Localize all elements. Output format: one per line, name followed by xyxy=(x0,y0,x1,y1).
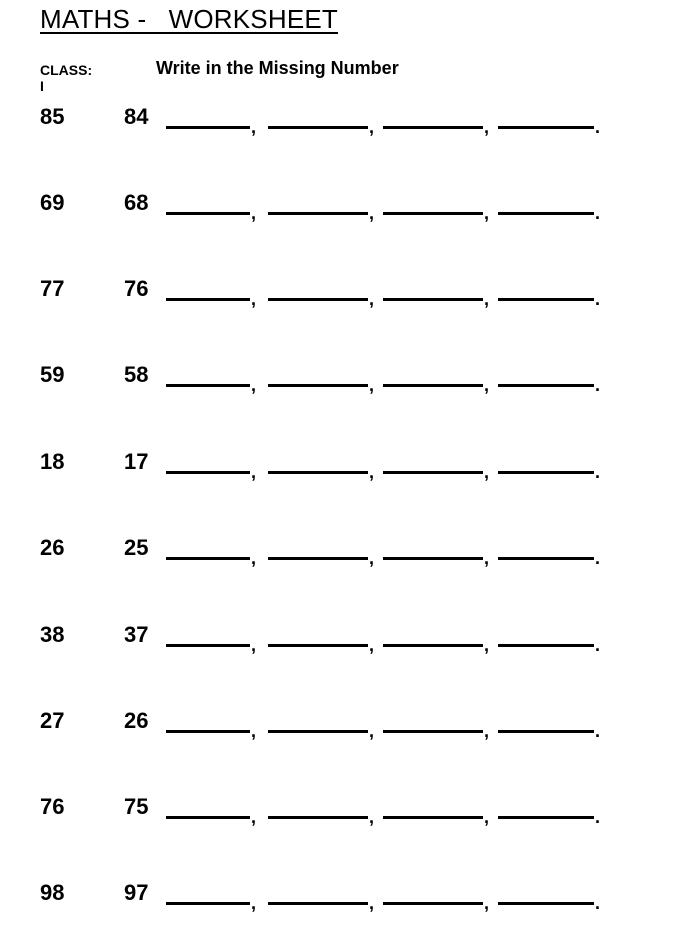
answer-blank[interactable] xyxy=(268,644,368,647)
answer-blank[interactable] xyxy=(166,471,250,474)
comma-separator: , xyxy=(484,289,490,309)
answer-blank[interactable] xyxy=(268,298,368,301)
end-period: . xyxy=(595,203,601,223)
given-number-first: 76 xyxy=(40,794,65,819)
answer-blank[interactable] xyxy=(383,471,483,474)
answer-blank[interactable] xyxy=(166,212,250,215)
answer-blank[interactable] xyxy=(268,212,368,215)
end-period: . xyxy=(595,375,601,395)
comma-separator: , xyxy=(251,635,257,655)
end-period: . xyxy=(595,807,601,827)
given-number-first: 59 xyxy=(40,362,65,387)
exercise-row xyxy=(0,449,687,489)
comma-separator: , xyxy=(369,375,375,395)
end-period: . xyxy=(595,117,601,137)
end-period: . xyxy=(595,721,601,741)
comma-separator: , xyxy=(369,289,375,309)
given-number-second: 76 xyxy=(124,276,149,301)
comma-separator: , xyxy=(484,203,490,223)
answer-blank[interactable] xyxy=(383,384,483,387)
answer-blank[interactable] xyxy=(498,644,594,647)
given-number-first: 69 xyxy=(40,190,65,215)
given-number-second: 37 xyxy=(124,622,149,647)
exercise-row xyxy=(0,708,687,748)
answer-blank[interactable] xyxy=(498,298,594,301)
exercise-row xyxy=(0,104,687,144)
comma-separator: , xyxy=(484,807,490,827)
end-period: . xyxy=(595,548,601,568)
given-number-first: 27 xyxy=(40,708,65,733)
answer-blank[interactable] xyxy=(268,902,368,905)
given-number-first: 77 xyxy=(40,276,65,301)
comma-separator: , xyxy=(369,117,375,137)
comma-separator: , xyxy=(251,548,257,568)
given-number-first: 85 xyxy=(40,104,65,129)
answer-blank[interactable] xyxy=(268,816,368,819)
given-number-second: 68 xyxy=(124,190,149,215)
comma-separator: , xyxy=(484,635,490,655)
comma-separator: , xyxy=(369,462,375,482)
answer-blank[interactable] xyxy=(383,557,483,560)
answer-blank[interactable] xyxy=(498,384,594,387)
given-number-second: 17 xyxy=(124,449,149,474)
given-number-second: 26 xyxy=(124,708,149,733)
comma-separator: , xyxy=(251,807,257,827)
comma-separator: , xyxy=(484,117,490,137)
answer-blank[interactable] xyxy=(383,126,483,129)
end-period: . xyxy=(595,289,601,309)
answer-blank[interactable] xyxy=(166,730,250,733)
comma-separator: , xyxy=(484,893,490,913)
answer-blank[interactable] xyxy=(166,557,250,560)
comma-separator: , xyxy=(369,893,375,913)
given-number-first: 98 xyxy=(40,880,65,905)
comma-separator: , xyxy=(251,375,257,395)
answer-blank[interactable] xyxy=(268,126,368,129)
given-number-first: 26 xyxy=(40,535,65,560)
answer-blank[interactable] xyxy=(268,557,368,560)
exercise-row xyxy=(0,794,687,834)
answer-blank[interactable] xyxy=(166,298,250,301)
answer-blank[interactable] xyxy=(498,816,594,819)
comma-separator: , xyxy=(369,721,375,741)
exercise-row xyxy=(0,622,687,662)
answer-blank[interactable] xyxy=(498,212,594,215)
answer-blank[interactable] xyxy=(268,471,368,474)
given-number-first: 38 xyxy=(40,622,65,647)
comma-separator: , xyxy=(369,807,375,827)
given-number-second: 97 xyxy=(124,880,149,905)
comma-separator: , xyxy=(484,375,490,395)
exercise-row xyxy=(0,535,687,575)
answer-blank[interactable] xyxy=(498,471,594,474)
comma-separator: , xyxy=(369,203,375,223)
answer-blank[interactable] xyxy=(166,384,250,387)
answer-blank[interactable] xyxy=(383,644,483,647)
end-period: . xyxy=(595,462,601,482)
class-label: CLASS: I xyxy=(40,62,93,94)
answer-blank[interactable] xyxy=(166,816,250,819)
end-period: . xyxy=(595,893,601,913)
comma-separator: , xyxy=(251,721,257,741)
comma-separator: , xyxy=(251,893,257,913)
answer-blank[interactable] xyxy=(166,126,250,129)
end-period: . xyxy=(595,635,601,655)
answer-blank[interactable] xyxy=(498,126,594,129)
answer-blank[interactable] xyxy=(383,902,483,905)
answer-blank[interactable] xyxy=(166,644,250,647)
instruction-text: Write in the Missing Number xyxy=(156,58,399,78)
comma-separator: , xyxy=(251,117,257,137)
answer-blank[interactable] xyxy=(383,212,483,215)
exercise-row xyxy=(0,276,687,316)
exercise-row xyxy=(0,190,687,230)
comma-separator: , xyxy=(251,289,257,309)
comma-separator: , xyxy=(369,635,375,655)
given-number-second: 25 xyxy=(124,535,149,560)
given-number-second: 84 xyxy=(124,104,149,129)
comma-separator: , xyxy=(484,721,490,741)
given-number-second: 58 xyxy=(124,362,149,387)
answer-blank[interactable] xyxy=(166,902,250,905)
comma-separator: , xyxy=(484,548,490,568)
given-number-second: 75 xyxy=(124,794,149,819)
answer-blank[interactable] xyxy=(383,298,483,301)
answer-blank[interactable] xyxy=(498,730,594,733)
exercise-row xyxy=(0,362,687,402)
answer-blank[interactable] xyxy=(268,730,368,733)
answer-blank[interactable] xyxy=(383,816,483,819)
comma-separator: , xyxy=(484,462,490,482)
exercise-row xyxy=(0,880,687,920)
answer-blank[interactable] xyxy=(498,902,594,905)
answer-blank[interactable] xyxy=(498,557,594,560)
answer-blank[interactable] xyxy=(268,384,368,387)
worksheet-title: MATHS - WORKSHEET xyxy=(40,4,338,34)
given-number-first: 18 xyxy=(40,449,65,474)
answer-blank[interactable] xyxy=(383,730,483,733)
comma-separator: , xyxy=(251,203,257,223)
comma-separator: , xyxy=(369,548,375,568)
comma-separator: , xyxy=(251,462,257,482)
